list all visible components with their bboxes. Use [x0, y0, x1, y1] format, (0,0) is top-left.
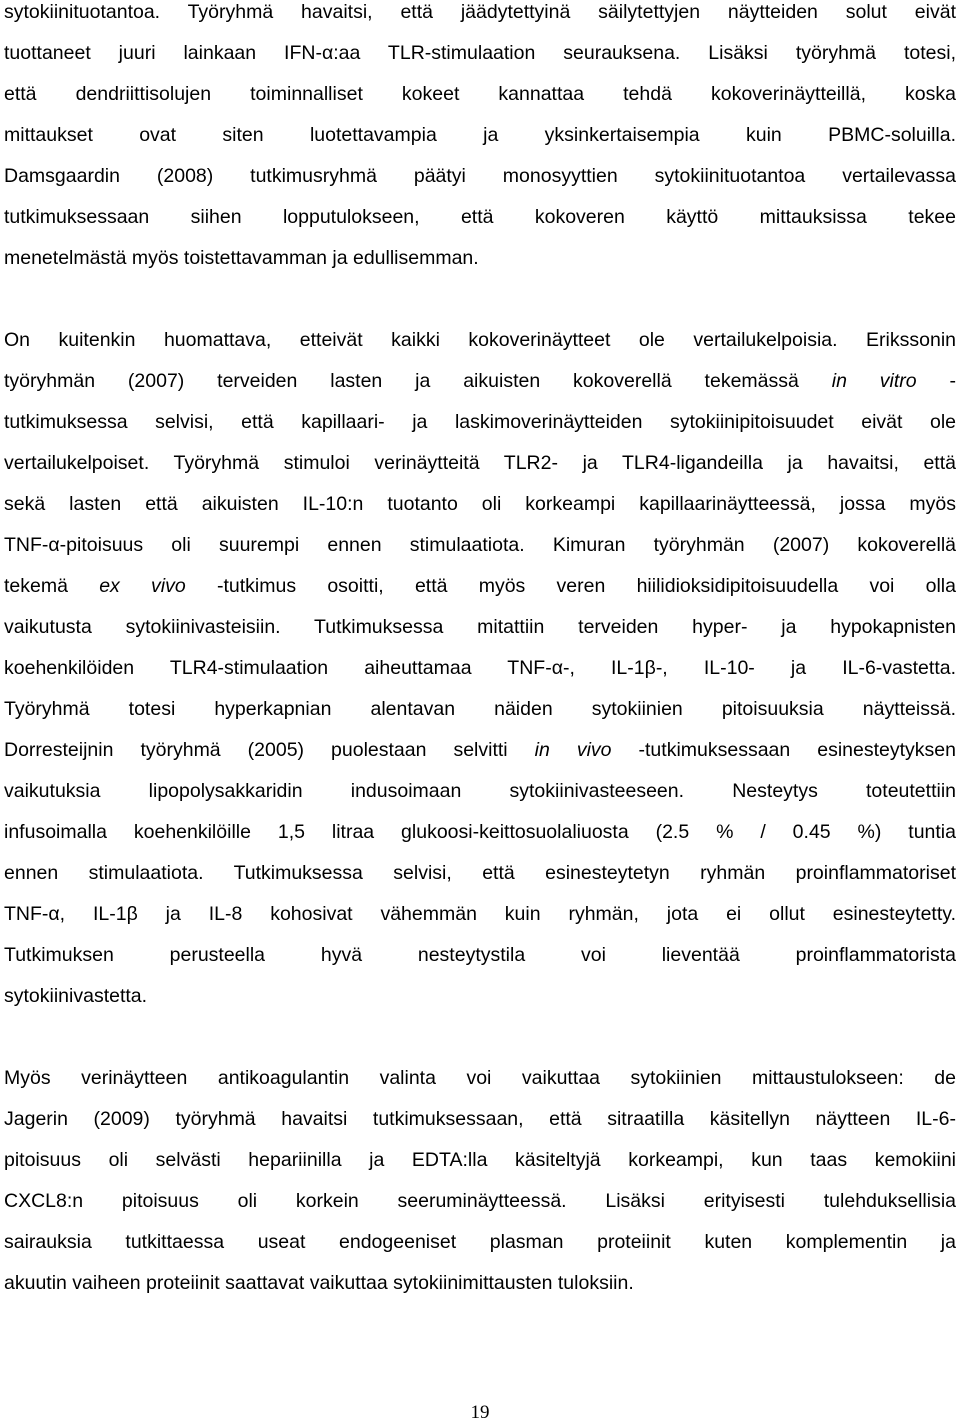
text-segment: Jagerin (2009) työryhmä havaitsi tutkimuksessaan, että sitraatilla käsitellyn näytteen IL-6-	[4, 1108, 956, 1130]
text-segment: tuottaneet juuri lainkaan IFN-α:aa TLR-stimulaation seurauksena. Lisäksi työryhmä totesi,	[4, 42, 956, 64]
text-segment: Damsgaardin (2008) tutkimusryhmä päätyi monosyyttien sytokiinituotantoa vertailevassa	[4, 165, 956, 187]
text-line	[4, 566, 956, 607]
text-segment: Tutkimuksen perusteella hyvä nesteytystila voi lieventää proinflammatorista	[4, 944, 956, 966]
text-segment: tutkimuksessaan siihen lopputulokseen, että kokoveren käyttö mittauksissa tekee	[4, 206, 956, 228]
text-segment: -tutkimuksessaan esinesteytyksen	[611, 739, 956, 761]
text-segment: mittaukset ovat siten luotettavampia ja yksinkertaisempia kuin PBMC-soluilla.	[4, 124, 956, 146]
text-segment: sekä lasten että aikuisten IL-10:n tuotanto oli korkeampi kapillaarinäytteessä, jossa myös	[4, 493, 956, 515]
text-line	[4, 1058, 956, 1099]
text-segment: -tutkimus osoitti, että myös veren hiilidioksidipitoisuudella voi olla	[185, 575, 956, 597]
text-segment: menetelmästä myös toistettavamman ja edullisemman.	[4, 247, 479, 269]
text-line	[4, 853, 956, 894]
text-segment: tekemä	[4, 575, 100, 597]
text-line	[4, 935, 956, 976]
text-line	[4, 115, 956, 156]
text-line	[4, 1263, 956, 1304]
paragraph-2	[4, 320, 956, 1017]
text-line	[4, 238, 956, 279]
text-line	[4, 1140, 956, 1181]
text-segment: sytokiinituotantoa. Työryhmä havaitsi, että jäädytettyinä säilytettyjen näytteiden solut eivät	[4, 1, 956, 23]
text-line	[4, 1181, 956, 1222]
text-line	[4, 607, 956, 648]
text-line	[4, 0, 956, 33]
text-line	[4, 976, 956, 1017]
text-segment: -	[916, 370, 957, 392]
text-segment: TNF-α, IL-1β ja IL-8 kohosivat vähemmän kuin ryhmän, jota ei ollut esinesteytetty.	[4, 903, 956, 925]
text-segment: koehenkilöiden TLR4-stimulaation aiheuttamaa TNF-α-, IL-1β-, IL-10- ja IL-6-vastetta.	[4, 657, 956, 679]
paragraph-1	[4, 0, 956, 279]
text-line	[4, 74, 956, 115]
text-line	[4, 894, 956, 935]
text-segment: CXCL8:n pitoisuus oli korkein seeruminäytteessä. Lisäksi erityisesti tulehduksellisia	[4, 1190, 956, 1212]
text-segment: vaikutusta sytokiinivasteisiin. Tutkimuksessa mitattiin terveiden hyper- ja hypokapnisten	[4, 616, 956, 638]
text-line	[4, 361, 956, 402]
text-segment: vertailukelpoiset. Työryhmä stimuloi verinäytteitä TLR2- ja TLR4-ligandeilla ja havaitsi, että	[4, 452, 956, 474]
text-line	[4, 197, 956, 238]
paragraph-3	[4, 1058, 956, 1304]
text-line	[4, 156, 956, 197]
page-number: 19	[470, 1402, 490, 1423]
text-segment: vaikutuksia lipopolysakkaridin indusoimaan sytokiinivasteeseen. Nesteytys toteutettiin	[4, 780, 956, 802]
text-segment: pitoisuus oli selvästi hepariinilla ja EDTA:lla käsiteltyjä korkeampi, kun taas kemokiini	[4, 1149, 956, 1171]
text-segment: akuutin vaiheen proteiinit saattavat vaikuttaa sytokiinimittausten tuloksiin.	[4, 1272, 634, 1294]
italic-term: in vitro	[831, 370, 917, 392]
text-segment: Dorresteijnin työryhmä (2005) puolestaan selvitti	[4, 739, 535, 761]
text-line	[4, 402, 956, 443]
text-line	[4, 730, 956, 771]
text-line	[4, 320, 956, 361]
text-segment: TNF-α-pitoisuus oli suurempi ennen stimulaatiota. Kimuran työryhmän (2007) kokoverellä	[4, 534, 956, 556]
text-segment: että dendriittisolujen toiminnalliset kokeet kannattaa tehdä kokoverinäytteillä, koska	[4, 83, 956, 105]
text-line	[4, 689, 956, 730]
text-line	[4, 484, 956, 525]
italic-term: in vivo	[534, 739, 612, 761]
text-line	[4, 33, 956, 74]
text-line	[4, 771, 956, 812]
text-line	[4, 1099, 956, 1140]
text-segment: sairauksia tutkittaessa useat endogeeniset plasman proteiinit kuten komplementin ja	[4, 1231, 956, 1253]
text-line	[4, 525, 956, 566]
text-segment: infusoimalla koehenkilöille 1,5 litraa glukoosi-keittosuolaliuosta (2.5 % / 0.45 %) tuntia	[4, 821, 956, 843]
text-segment: On kuitenkin huomattava, etteivät kaikki kokoverinäytteet ole vertailukelpoisia. Erikssonin	[4, 329, 956, 351]
text-segment: sytokiinivastetta.	[4, 985, 148, 1007]
text-line	[4, 443, 956, 484]
text-line	[4, 1222, 956, 1263]
text-line	[4, 648, 956, 689]
text-line	[4, 812, 956, 853]
italic-term: ex vivo	[99, 575, 186, 597]
text-segment: Myös verinäytteen antikoagulantin valinta voi vaikuttaa sytokiinien mittaustulokseen: de	[4, 1067, 956, 1089]
text-segment: ennen stimulaatiota. Tutkimuksessa selvisi, että esinesteytetyn ryhmän proinflammatoriset	[4, 862, 956, 884]
text-segment: tutkimuksessa selvisi, että kapillaari- ja laskimoverinäytteiden sytokiinipitoisuudet eivät ole	[4, 411, 956, 433]
text-segment: työryhmän (2007) terveiden lasten ja aikuisten kokoverellä tekemässä	[4, 370, 832, 392]
text-segment: Työryhmä totesi hyperkapnian alentavan näiden sytokiinien pitoisuuksia näytteissä.	[4, 698, 956, 720]
